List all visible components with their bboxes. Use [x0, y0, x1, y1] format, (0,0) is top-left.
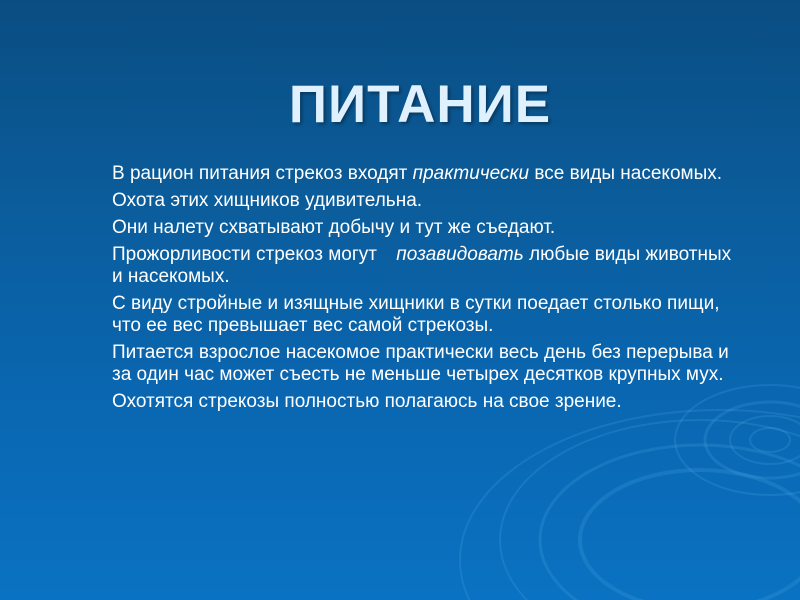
paragraph-voracity-text-1: Прожорливости стрекоз могут	[112, 244, 383, 265]
paragraph-daily-feeding: Питается взрослое насекомое практически весь день без перерыва и за один час может съесть не меньше четырех десятков крупных мух.	[112, 342, 729, 385]
paragraph-diet	[112, 163, 740, 185]
slide-title: ПИТАНИЕ	[288, 75, 552, 134]
paragraph-diet-text-2: все виды насекомых.	[529, 163, 723, 184]
paragraph-catching: Они налету схватывают добычу и тут же съедают.	[112, 217, 556, 238]
slide-body	[112, 163, 740, 418]
paragraph-voracity-text-2: любые виды животных и насекомых.	[112, 244, 732, 287]
paragraph-vision: Охотятся стрекозы полностью полагаюсь на свое зрение.	[112, 391, 622, 412]
paragraph-diet-text-1: В рацион питания стрекоз входят	[112, 163, 413, 184]
paragraph-diet-italic: практически	[412, 163, 530, 184]
paragraph-voracity-italic: позавидовать	[396, 244, 524, 265]
paragraph-voracity	[112, 244, 740, 288]
paragraph-hunting: Охота этих хищников удивительна.	[112, 190, 423, 211]
paragraph-food-amount: С виду стройные и изящные хищники в сутки поедает столько пищи, что ее вес превышает вес самой стрекозы.	[112, 293, 720, 336]
